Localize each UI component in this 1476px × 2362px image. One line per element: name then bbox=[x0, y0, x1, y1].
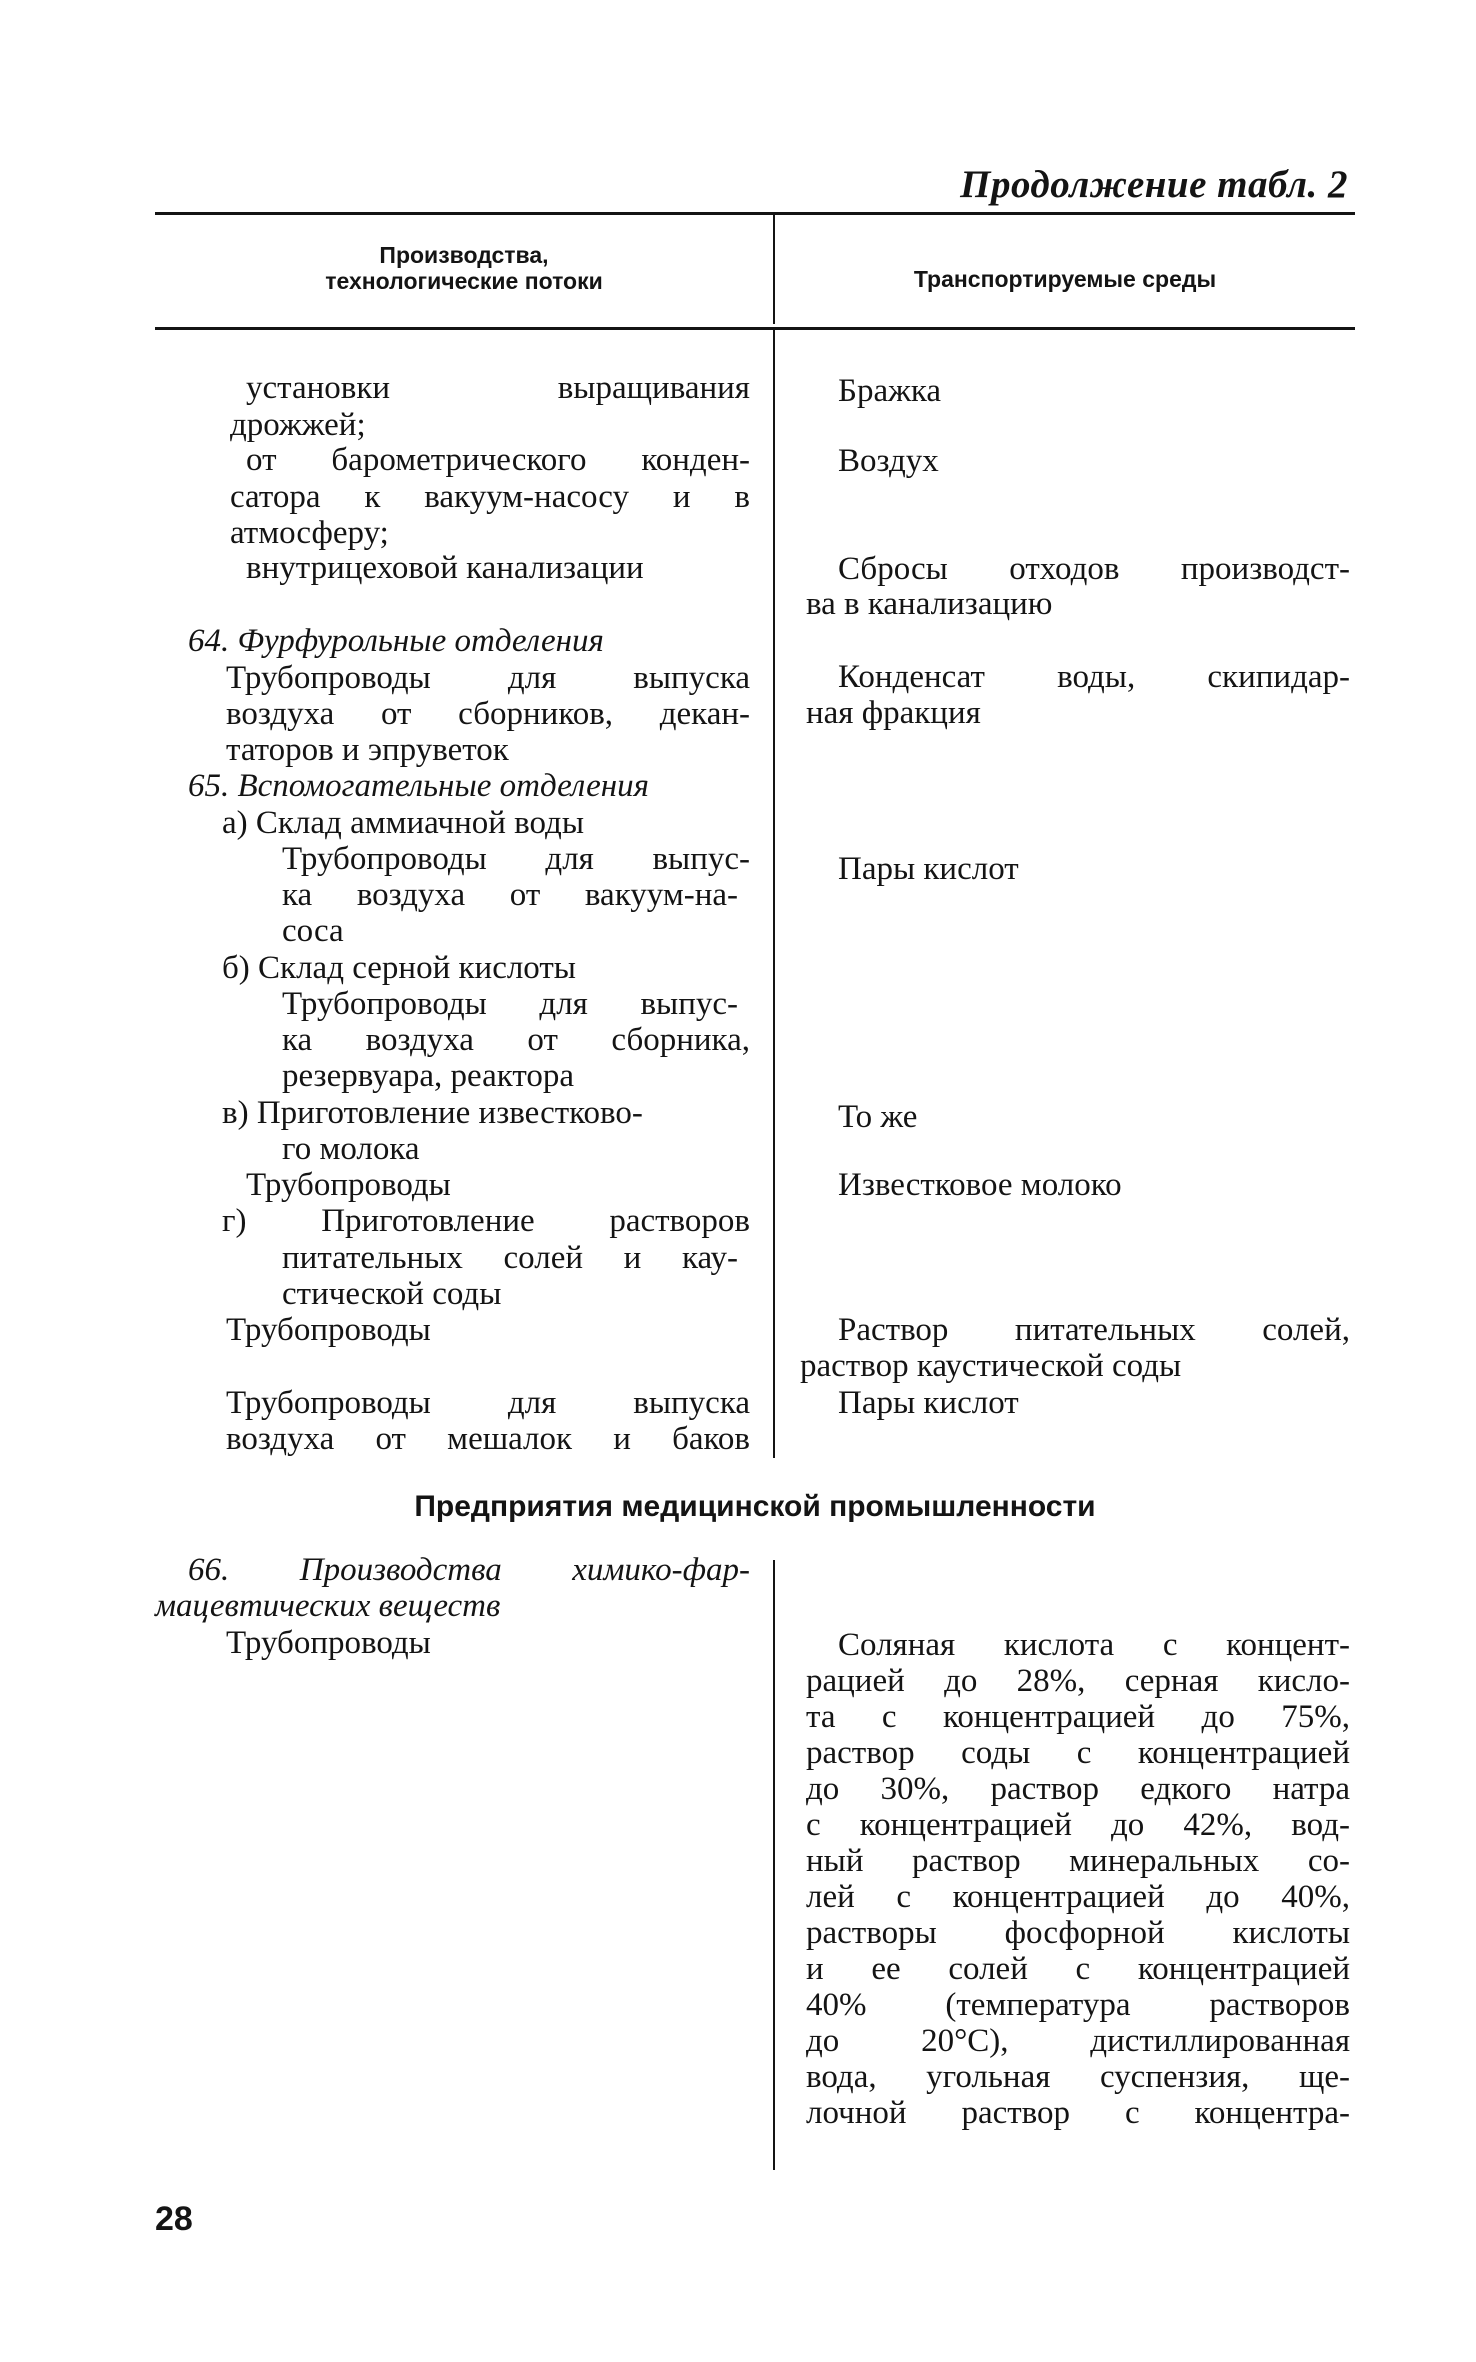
right-line: та с концентрацией до 75%, bbox=[806, 1699, 1350, 1735]
right-line: растворы фосфорной кислоты bbox=[806, 1915, 1350, 1951]
left-line: Трубопроводы bbox=[246, 1167, 451, 1203]
right-line: Сбросы отходов производст- bbox=[838, 551, 1350, 587]
right-line: лочной раствор с концентра- bbox=[806, 2095, 1350, 2131]
right-line: ная фракция bbox=[806, 695, 981, 731]
right-line: лей с концентрацией до 40%, bbox=[806, 1879, 1350, 1915]
section-title: Предприятия медицинской промышленности bbox=[414, 1490, 1096, 1523]
right-line: раствор каустической соды bbox=[800, 1348, 1182, 1384]
right-line: Воздух bbox=[838, 443, 939, 479]
right-line: и ее солей с концентрацией bbox=[806, 1951, 1350, 1987]
continuation-label: Продолжение табл. 2 bbox=[960, 163, 1348, 206]
right-line: Пары кислот bbox=[838, 1385, 1019, 1421]
left-line: соса bbox=[282, 913, 344, 949]
left-line: таторов и эпруветок bbox=[226, 732, 509, 768]
right-line: Известковое молоко bbox=[838, 1167, 1122, 1203]
right-line: вода, угольная суспензия, ще- bbox=[806, 2059, 1350, 2095]
header-col1-line1: Производства, bbox=[379, 242, 549, 268]
right-line: с концентрацией до 42%, вод- bbox=[806, 1807, 1350, 1843]
page-number: 28 bbox=[155, 2200, 193, 2238]
header-col1 bbox=[155, 242, 773, 294]
header-col2: Транспортируемые среды bbox=[913, 266, 1217, 292]
left-line: Трубопроводы bbox=[226, 1625, 431, 1661]
section-heading-64: 64. Фурфурольные отделения bbox=[188, 623, 604, 659]
section-heading-65: 65. Вспомогательные отделения bbox=[188, 768, 649, 804]
column-divider-section bbox=[773, 1560, 775, 2170]
right-line: ный раствор минеральных со- bbox=[806, 1843, 1350, 1879]
right-line: Конденсат воды, скипидар- bbox=[838, 659, 1350, 695]
right-line: до 20°С), дистиллированная bbox=[806, 2023, 1350, 2059]
right-line: Бражка bbox=[838, 373, 942, 409]
left-line: Трубопроводы для выпуска bbox=[226, 1385, 750, 1421]
left-line: Трубопроводы для выпус- bbox=[282, 986, 738, 1022]
header-col1-line2: технологические потоки bbox=[325, 268, 603, 294]
right-line: до 30%, раствор едкого натра bbox=[806, 1771, 1350, 1807]
left-line: внутрицеховой канализации bbox=[246, 550, 644, 586]
left-line: Трубопроводы bbox=[226, 1312, 431, 1348]
right-line: ва в канализацию bbox=[806, 586, 1053, 622]
left-line: установки выращивания bbox=[246, 370, 750, 406]
column-divider-body bbox=[773, 330, 775, 1458]
left-line: а) Склад аммиачной воды bbox=[222, 805, 585, 841]
left-line: воздуха от сборников, декан- bbox=[226, 696, 750, 732]
left-line: резервуара, реактора bbox=[282, 1058, 574, 1094]
left-line: Трубопроводы для выпуска bbox=[226, 660, 750, 696]
left-line: Трубопроводы для выпус- bbox=[282, 841, 750, 877]
left-line: питательных солей и кау- bbox=[282, 1240, 738, 1276]
right-line: То же bbox=[838, 1099, 918, 1135]
left-line: мацевтических веществ bbox=[155, 1588, 501, 1624]
left-line: стической соды bbox=[282, 1276, 502, 1312]
header-bottom-rule bbox=[155, 327, 1355, 330]
left-line: ка воздуха от вакуум-на- bbox=[282, 877, 738, 913]
left-line: атмосферу; bbox=[230, 515, 389, 551]
right-line: Пары кислот bbox=[838, 851, 1019, 887]
section-heading-66: 66. Производства химико-фар- bbox=[188, 1552, 750, 1588]
right-line: Соляная кислота с концент- bbox=[838, 1627, 1350, 1663]
right-line: Раствор питательных солей, bbox=[838, 1312, 1350, 1348]
right-line: рацией до 28%, серная кисло- bbox=[806, 1663, 1350, 1699]
left-line: воздуха от мешалок и баков bbox=[226, 1421, 750, 1457]
left-line: в) Приготовление известково- bbox=[222, 1095, 643, 1131]
left-line: го молока bbox=[282, 1131, 420, 1167]
header-top-rule bbox=[155, 212, 1355, 215]
left-line: б) Склад серной кислоты bbox=[222, 950, 576, 986]
right-line: 40% (температура растворов bbox=[806, 1987, 1350, 2023]
left-line: г) Приготовление растворов bbox=[222, 1203, 750, 1239]
right-line: раствор соды с концентрацией bbox=[806, 1735, 1350, 1771]
left-line: от барометрического конден- bbox=[246, 442, 750, 478]
left-line: сатора к вакуум-насосу и в bbox=[230, 479, 750, 515]
left-line: ка воздуха от сборника, bbox=[282, 1022, 750, 1058]
left-line: дрожжей; bbox=[230, 407, 366, 443]
